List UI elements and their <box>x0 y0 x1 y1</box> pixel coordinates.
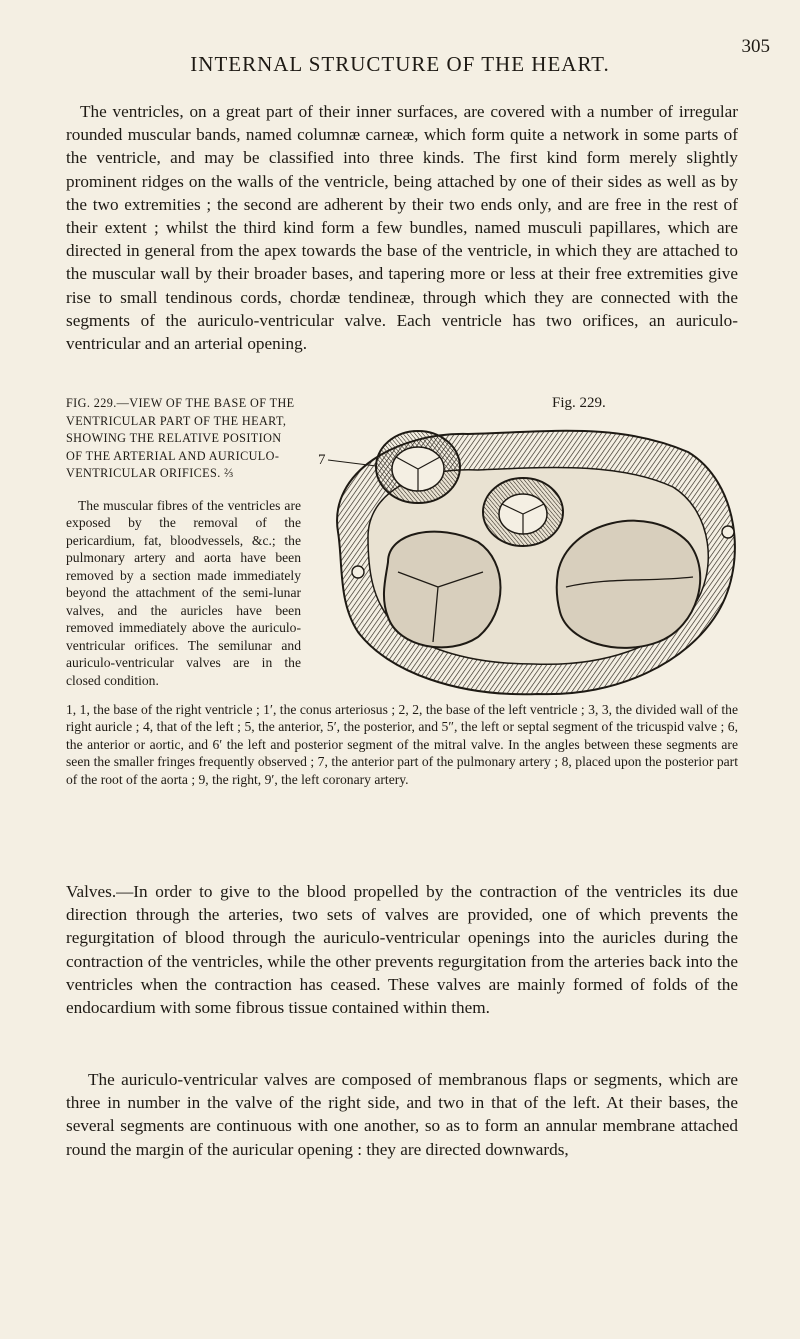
figure-legend: 1, 1, the base of the right ventricle ; 1′, the conus arteriosus ; 2, 2, the base of the left ventricle ; 3, 3, the divided wall of the right auricle ; 4, that of the left ; 5, the anterior, 5′, the posterior, and 5″, the left or septal segment of the tricuspid valve ; 6, the anterior or aortic, and 6′ the left and posterior segment of the mitral valve. In the angles between these segments are seen the smaller fringes frequently observed ; 7, the anterior part of the pulmonary artery ; 8, placed upon the posterior part of the root of the aorta ; 9, the right, 9′, the left coronary artery. <box>66 702 738 787</box>
pulmonary-artery-orifice <box>376 431 460 503</box>
aortic-orifice <box>483 478 563 546</box>
running-head: INTERNAL STRUCTURE OF THE HEART. <box>190 52 610 76</box>
figure-callout-7: 7 <box>318 452 326 468</box>
heart-base-engraving-icon <box>318 412 750 700</box>
mitral-orifice <box>557 521 701 648</box>
paragraph-ventricles: The ventricles, on a great part of their inner surfaces, are covered with a number of irregular rounded muscular bands, named columnæ carneæ, which form quite a network in some parts of the ventricle, and may be classified into three kinds. The first kind form merely slightly prominent ridges on the walls of the ventricle, being attached by one of their sides as well as by the two extremities ; the second are adherent by their two ends only, and are free in the rest of their extent ; whilst the third kind form a few bundles, named musculi papillares, which are directed in general from the apex towards the base of the ventricle, in which they are attached to the muscular wall by their broader bases, and tapering more or less at their free extremities give rise to small tendinous cords, chordæ tendineæ, through which they are connected with the segments of the auriculo-ventricular valve. Each ventricle has two orifices, an auriculo-ventricular and an arterial opening. <box>66 102 738 354</box>
paragraph-av-valves: The auriculo-ventricular valves are composed of membranous flaps or segments, which are three in number in the valve of the right side, and two in that of the left. At their bases, the several segments are continuous with one another, so as to form an annular membrane attached round the margin of the auricular opening : they are directed downwards, <box>66 1070 738 1159</box>
figure-caption-title: FIG. 229.—VIEW OF THE BASE OF THE VENTRICULAR PART OF THE HEART, SHOWING THE RELATIVE POSITION OF THE ARTERIAL AND AURICULO-VENTRICULAR ORIFICES. ⅔ <box>66 396 295 480</box>
figure-caption <box>66 395 301 689</box>
tricuspid-orifice <box>384 532 501 648</box>
page-number: 305 <box>741 36 770 57</box>
paragraph-valves: Valves.—In order to give to the blood propelled by the contraction of the ventricles its due direction through the arteries, two sets of valves are provided, one of which prevents the regurgitation of blood through the auriculo-ventricular openings into the auricles during the contraction of the ventricles, while the other prevents regurgitation from the arteries back into the ventricles when the contraction has ceased. These valves are mainly formed of folds of the endocardium with some fibrous tissue contained within them. <box>66 882 738 1018</box>
figure-label: Fig. 229. <box>552 395 606 411</box>
figure-caption-description: The muscular fibres of the ventricles are exposed by the removal of the pericardium, fat, bloodvessels, &c.; the pulmonary artery and aorta have been removed by a section made immediately beyond the attachment of the semi-lunar valves, and the auricles have been removed immediately above the auriculo-ventricular orifices. The semilunar and auriculo-ventricular valves are in the closed condition. <box>66 497 301 688</box>
